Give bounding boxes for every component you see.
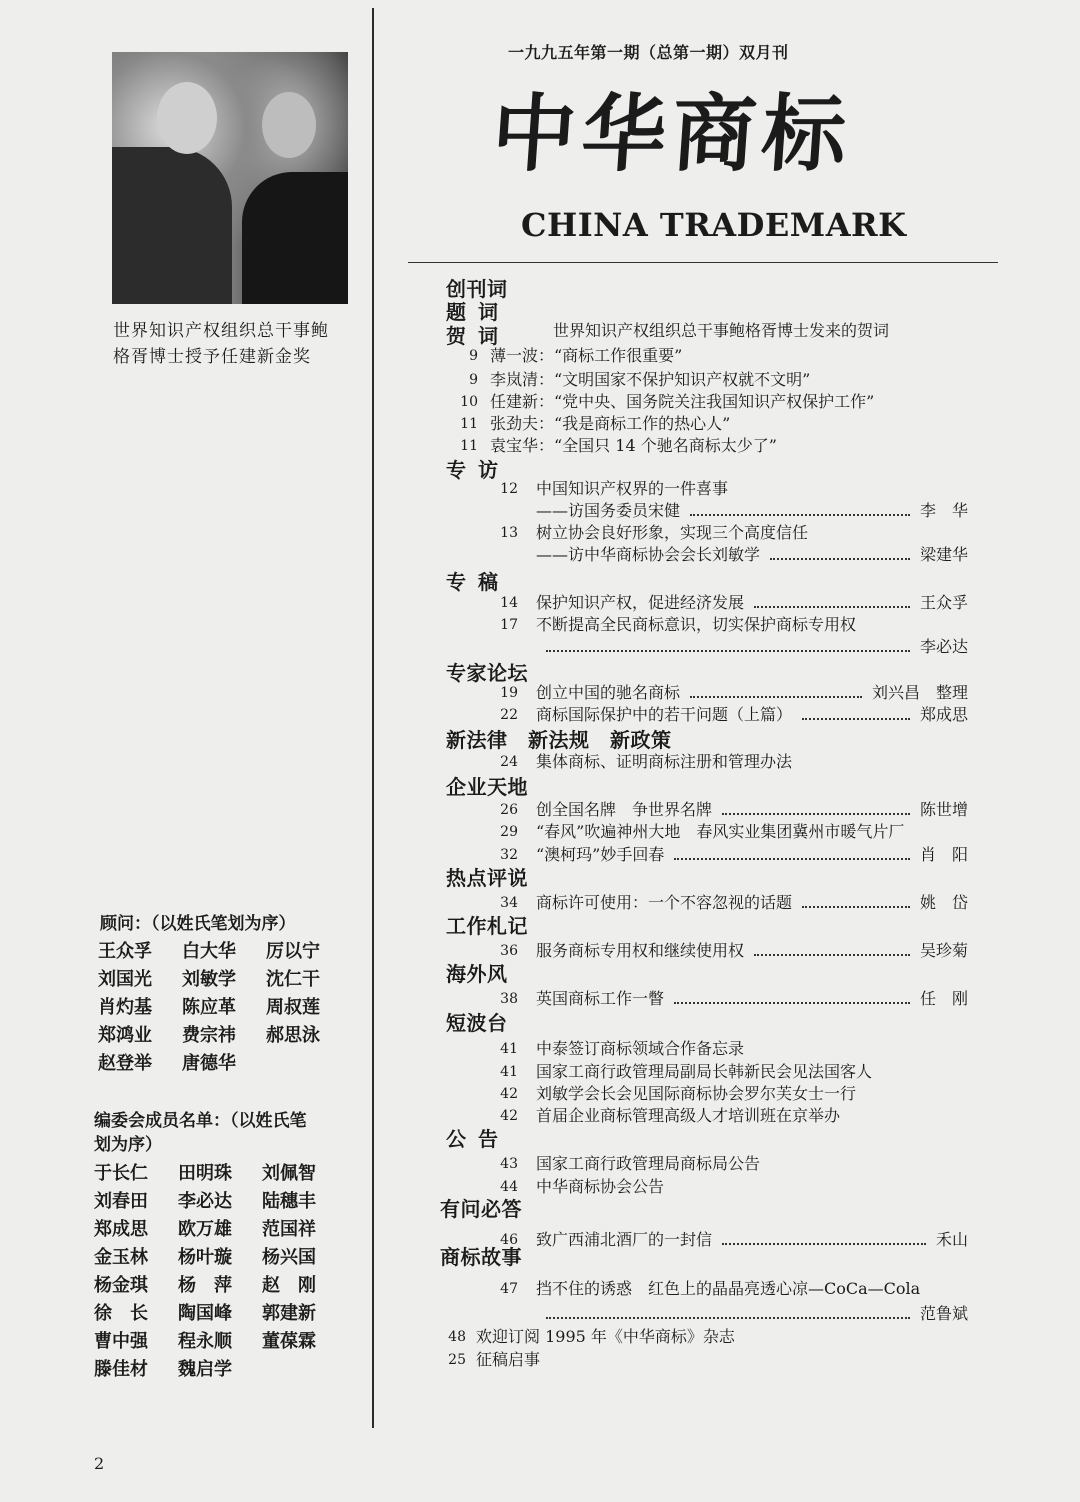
- toc-section-heading: 有问必答: [440, 1197, 522, 1221]
- toc-entry-title: 树立协会良好形象，实现三个高度信任: [536, 523, 809, 542]
- toc-page-number: 46: [500, 1232, 518, 1248]
- toc-entry-author: 肖 阳: [920, 845, 969, 864]
- award-photo: [112, 52, 348, 304]
- advisors-heading: 顾问：（以姓氏笔划为序）: [100, 914, 296, 934]
- person-name: 王众孚: [98, 941, 152, 962]
- toc-page-number: 11: [460, 438, 478, 454]
- toc-entry-author: 禾山: [936, 1230, 969, 1249]
- person-name: 刘春田: [94, 1191, 148, 1212]
- toc-entry-author: 吴珍菊: [920, 941, 969, 960]
- toc-page-number: 42: [500, 1108, 518, 1124]
- toc-entry-author: 陈世增: [920, 800, 969, 819]
- toc-section-heading: 题词: [446, 300, 510, 324]
- magazine-logo: 中华商标: [488, 84, 856, 183]
- toc-leader-dots: [770, 558, 910, 560]
- toc-page-number: 24: [500, 754, 518, 770]
- toc-page-number: 48: [448, 1329, 466, 1345]
- toc-leader-dots: [802, 718, 910, 720]
- toc-entry-title: 商标国际保护中的若干问题（上篇）: [536, 705, 793, 724]
- toc-page-number: 38: [500, 991, 518, 1007]
- person-name: 沈仁干: [266, 969, 320, 990]
- person-name: 刘敏学: [182, 969, 236, 990]
- person-name: 郑鸿业: [98, 1025, 152, 1046]
- person-name: 唐德华: [182, 1053, 236, 1074]
- person-name: 费宗祎: [182, 1025, 236, 1046]
- person-name: 程永顺: [178, 1331, 232, 1352]
- toc-page-number: 43: [500, 1156, 518, 1172]
- toc-entry-title: “春风”吹遍神州大地 春风实业集团冀州市暖气片厂: [536, 822, 905, 841]
- toc-leader-dots: [802, 906, 910, 908]
- issue-line: 一九九五年第一期（总第一期）双月刊: [508, 43, 789, 62]
- person-name: 魏启学: [178, 1359, 232, 1380]
- toc-leader-dots: [674, 1002, 910, 1004]
- toc-entry-title: 国家工商行政管理局商标局公告: [536, 1154, 761, 1173]
- toc-section-heading: 短波台: [446, 1011, 508, 1035]
- toc-entry-title: 致广西浦北酒厂的一封信: [536, 1230, 713, 1249]
- toc-leader-dots: [674, 858, 910, 860]
- toc-entry-author: 郑成思: [920, 705, 969, 724]
- person-name: 滕佳材: [94, 1359, 148, 1380]
- person-name: 郑成思: [94, 1219, 148, 1240]
- toc-section-heading: 专家论坛: [446, 661, 528, 685]
- photo-caption-line-1: 世界知识产权组织总干事鲍: [113, 321, 329, 341]
- page-number: 2: [94, 1454, 105, 1473]
- toc-page-number: 36: [500, 943, 518, 959]
- person-name: 董葆霖: [262, 1331, 316, 1352]
- person-name: 肖灼基: [98, 997, 152, 1018]
- toc-page-number: 29: [500, 824, 518, 840]
- person-name: 陶国峰: [178, 1303, 232, 1324]
- person-name: 郭建新: [262, 1303, 316, 1324]
- person-name: 范国祥: [262, 1219, 316, 1240]
- toc-entry-title: 李岚清：“文明国家不保护知识产权就不文明”: [490, 370, 811, 389]
- person-name: 杨 萍: [178, 1275, 232, 1296]
- toc-entry-author: 任 刚: [920, 989, 969, 1008]
- toc-section-heading: 企业天地: [446, 775, 528, 799]
- person-name: 郝思泳: [266, 1025, 320, 1046]
- toc-section-heading: 贺词: [446, 324, 510, 348]
- advisors-list: [98, 938, 350, 1078]
- toc-section-heading: 公告: [446, 1127, 510, 1151]
- toc-page-number: 41: [500, 1041, 518, 1057]
- toc-page-number: 19: [500, 685, 518, 701]
- person-name: 杨叶璇: [178, 1247, 232, 1268]
- person-name: 欧万雄: [178, 1219, 232, 1240]
- toc-page-number: 26: [500, 802, 518, 818]
- toc-page-number: 47: [500, 1281, 518, 1297]
- toc-page-number: 9: [469, 372, 478, 388]
- toc-entry-title: ——访国务委员宋健: [536, 501, 681, 520]
- toc-leader-dots: [546, 1317, 910, 1319]
- toc-page-number: 9: [469, 348, 478, 364]
- toc-leader-dots: [546, 650, 910, 652]
- toc-entry-author: 李必达: [920, 637, 969, 656]
- toc-entry-title: ——访中华商标协会会长刘敏学: [536, 545, 761, 564]
- person-name: 赵 刚: [262, 1275, 316, 1296]
- toc-entry-title: 张劲夫：“我是商标工作的热心人”: [490, 414, 731, 433]
- toc-page-number: 44: [500, 1179, 518, 1195]
- toc-entry-title: 集体商标、证明商标注册和管理办法: [536, 752, 793, 771]
- toc-page-number: 32: [500, 847, 518, 863]
- toc-entry-title: 商标许可使用：一个不容忽视的话题: [536, 893, 793, 912]
- toc-entry-title: 袁宝华：“全国只 14 个驰名商标太少了”: [490, 436, 777, 455]
- toc-entry-title: “澳柯玛”妙手回春: [536, 845, 665, 864]
- person-name: 白大华: [182, 941, 236, 962]
- person-name: 李必达: [178, 1191, 232, 1212]
- toc-page-number: 12: [500, 481, 518, 497]
- toc-page-number: 17: [500, 617, 518, 633]
- toc-page-number: 41: [500, 1064, 518, 1080]
- toc-entry-title: 征稿启事: [476, 1350, 541, 1369]
- toc-entry-author: 梁建华: [920, 545, 969, 564]
- toc-page-number: 10: [460, 394, 478, 410]
- editors-heading-line-1: 编委会成员名单：（以姓氏笔: [94, 1111, 307, 1131]
- toc-entry-title: 国家工商行政管理局副局长韩新民会见法国客人: [536, 1062, 873, 1081]
- person-name: 刘佩智: [262, 1163, 316, 1184]
- toc-section-heading: 创刊词: [446, 277, 508, 301]
- toc-entry-author: 王众孚: [920, 593, 969, 612]
- person-name: 于长仁: [94, 1163, 148, 1184]
- toc-section-heading: 商标故事: [440, 1245, 522, 1269]
- toc-entry-author: 姚 岱: [920, 893, 969, 912]
- magazine-title-english: CHINA TRADEMARK: [521, 206, 907, 244]
- toc-entry-title: 世界知识产权组织总干事鲍格胥博士发来的贺词: [553, 321, 890, 340]
- toc-section-heading: 海外风: [446, 962, 508, 986]
- toc-entry-title: 首届企业商标管理高级人才培训班在京举办: [536, 1106, 841, 1125]
- photo-caption-line-2: 格胥博士授予任建新金奖: [113, 347, 311, 367]
- person-name: 陆穗丰: [262, 1191, 316, 1212]
- toc-page-number: 14: [500, 595, 518, 611]
- toc-page-number: 22: [500, 707, 518, 723]
- toc-entry-title: 不断提高全民商标意识，切实保护商标专用权: [536, 615, 857, 634]
- person-name: 陈应革: [182, 997, 236, 1018]
- toc-section-heading: 专访: [446, 458, 510, 482]
- person-name: 杨兴国: [262, 1247, 316, 1268]
- toc-section-heading: 专稿: [446, 570, 510, 594]
- toc-section-heading: 工作札记: [446, 914, 528, 938]
- toc-entry-title: 刘敏学会长会见国际商标协会罗尔芙女士一行: [536, 1084, 857, 1103]
- person-name: 曹中强: [94, 1331, 148, 1352]
- person-name: 周叔莲: [266, 997, 320, 1018]
- person-name: 刘国光: [98, 969, 152, 990]
- toc-leader-dots: [754, 954, 910, 956]
- header-rule: [408, 262, 998, 263]
- person-name: 厉以宁: [266, 941, 320, 962]
- person-name: 金玉林: [94, 1247, 148, 1268]
- person-name: 赵登举: [98, 1053, 152, 1074]
- toc-leader-dots: [722, 813, 910, 815]
- toc-leader-dots: [722, 1243, 926, 1245]
- toc-leader-dots: [754, 606, 910, 608]
- person-name: 徐 长: [94, 1303, 148, 1324]
- toc-entry-title: 中华商标协会公告: [536, 1177, 665, 1196]
- toc-entry-title: 服务商标专用权和继续使用权: [536, 941, 745, 960]
- toc-section-heading: 新法律 新法规 新政策: [446, 728, 672, 752]
- toc-entry-title: 中国知识产权界的一件喜事: [536, 479, 729, 498]
- editors-list: [94, 1160, 346, 1384]
- toc-page-number: 11: [460, 416, 478, 432]
- column-divider: [372, 8, 374, 1428]
- toc-page-number: 42: [500, 1086, 518, 1102]
- toc-entry-title: 欢迎订阅 1995 年《中华商标》杂志: [476, 1327, 735, 1346]
- toc-entry-author: 李 华: [920, 501, 969, 520]
- toc-page-number: 34: [500, 895, 518, 911]
- toc-entry-title: 创立中国的驰名商标: [536, 683, 681, 702]
- toc-leader-dots: [690, 696, 862, 698]
- toc-section-heading: 热点评说: [446, 866, 528, 890]
- toc-entry-title: 英国商标工作一瞥: [536, 989, 665, 1008]
- person-name: 田明珠: [178, 1163, 232, 1184]
- toc-entry-title: 保护知识产权，促进经济发展: [536, 593, 745, 612]
- toc-leader-dots: [690, 514, 910, 516]
- editors-heading-line-2: 划为序）: [94, 1135, 162, 1155]
- toc-entry-title: 挡不住的诱惑 红色上的晶晶亮透心凉—CoCa—Cola: [536, 1279, 921, 1298]
- toc-entry-title: 中泰签订商标领域合作备忘录: [536, 1039, 745, 1058]
- toc-entry-title: 创全国名牌 争世界名牌: [536, 800, 713, 819]
- person-name: 杨金琪: [94, 1275, 148, 1296]
- toc-entry-author: 范鲁斌: [920, 1304, 969, 1323]
- toc-page-number: 13: [500, 525, 518, 541]
- toc-entry-author: 刘兴昌 整理: [872, 683, 969, 702]
- toc-page-number: 25: [448, 1352, 466, 1368]
- toc-entry-title: 任建新：“党中央、国务院关注我国知识产权保护工作”: [490, 392, 875, 411]
- toc-entry-title: 薄一波：“商标工作很重要”: [490, 346, 683, 365]
